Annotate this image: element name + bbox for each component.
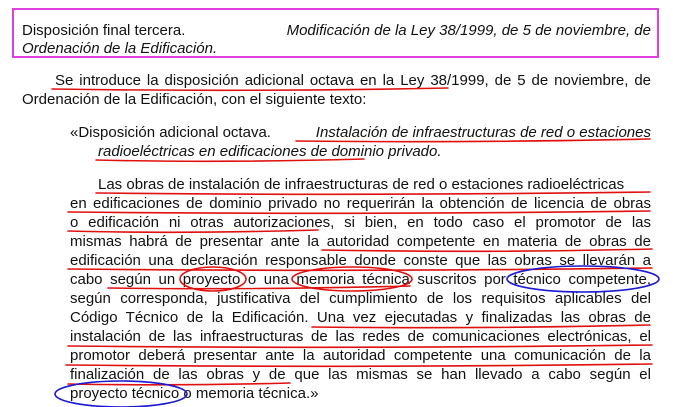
- body-line: Código Técnico de la Edificación. Una vez ejecutadas y finalizadas las obras de: [70, 309, 651, 326]
- body-line: promotor deberá presentar ante la autoridad competente una comunicación de la: [70, 347, 651, 364]
- header-title-part-1: Modificación de la Ley 38/1999, de 5 de noviembre, de: [286, 22, 651, 39]
- quote-title-part-1: Instalación de infraestructuras de red o estaciones: [315, 124, 651, 141]
- body-line: según corresponda, justificativa del cumplimiento de los requisitos aplicables del: [70, 290, 651, 307]
- body-line: cabo según un proyecto o una memoria técnica suscritos por técnico competente,: [70, 271, 651, 288]
- body-line: o edificación ni otras autorizaciones, si bien, en todo caso el promotor de las: [70, 214, 651, 231]
- quote-title-line-2: radioeléctricas en edificaciones de dominio privado.: [98, 143, 442, 160]
- header-line-1: [22, 21, 651, 40]
- body-line: proyecto técnico o memoria técnica.»: [70, 385, 319, 402]
- intro-line-2: Ordenación de la Edificación, con el siguiente texto:: [22, 91, 367, 108]
- quote-title-label: «Disposición adicional octava.: [70, 124, 271, 141]
- body-line: finalización de las obras y de que las mismas se han llevado a cabo según el: [70, 366, 651, 383]
- body-line: instalación de las infraestructuras de las redes de comunicaciones electrónicas, el: [70, 328, 651, 345]
- intro-line-1: Se introduce la disposición adicional octava en la Ley 38/1999, de 5 de noviembre, de: [55, 72, 651, 89]
- body-line: edificación una declaración responsable donde conste que las obras se llevarán a: [70, 252, 651, 269]
- header-line-2: Ordenación de la Edificación.: [22, 40, 218, 57]
- body-line: mismas habrá de presentar ante la autoridad competente en materia de obras de: [70, 233, 651, 250]
- quote-title-line-1: [70, 123, 651, 142]
- header-label: Disposición final tercera.: [22, 22, 186, 39]
- body-line: Las obras de instalación de infraestructuras de red o estaciones radioeléctricas: [98, 176, 625, 193]
- body-line: en edificaciones de dominio privado no requerirán la obtención de licencia de obras: [70, 195, 651, 212]
